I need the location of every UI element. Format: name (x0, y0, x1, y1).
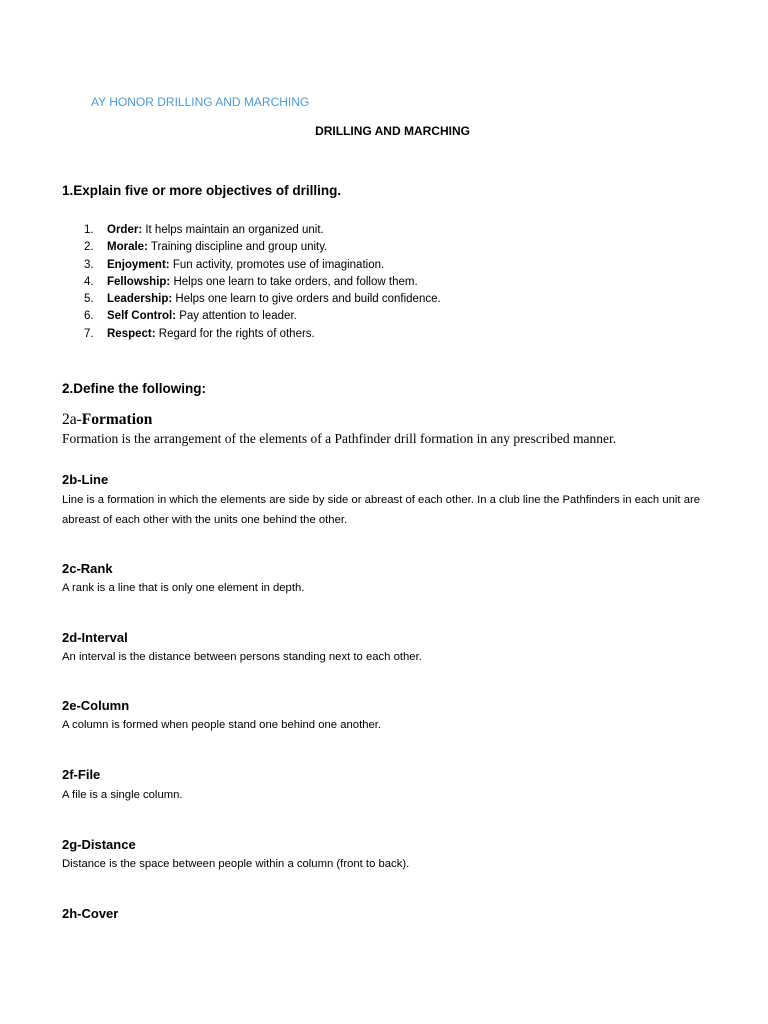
objective-term: Leadership: (107, 293, 173, 306)
term-heading-formation (62, 411, 152, 429)
list-item (84, 239, 441, 256)
document-header: AY HONOR DRILLING AND MARCHING (91, 95, 310, 109)
objective-term: Enjoyment: (107, 258, 170, 271)
term-prefix: 2a- (62, 411, 82, 428)
list-item (84, 308, 441, 325)
term-heading-line: 2b-Line (62, 472, 109, 487)
term-definition-rank: A rank is a line that is only one element in depth. (62, 582, 305, 594)
term-definition-distance: Distance is the space between people within a column (front to back). (62, 858, 410, 870)
term-heading-distance: 2g-Distance (62, 837, 136, 852)
term-heading-file: 2f-File (62, 767, 101, 782)
objectives-list (84, 222, 441, 343)
list-item (84, 291, 441, 308)
term-definition-interval: An interval is the distance between persons standing next to each other. (62, 651, 422, 663)
list-item (84, 274, 441, 291)
objective-term: Morale: (107, 241, 148, 254)
list-item (84, 222, 441, 239)
objective-term: Fellowship: (107, 275, 171, 288)
term-heading-rank: 2c-Rank (62, 561, 113, 576)
term-heading-interval: 2d-Interval (62, 630, 128, 645)
list-number: 1. (84, 224, 94, 236)
term-heading-column: 2e-Column (62, 698, 130, 713)
objective-text: Regard for the rights of others. (155, 327, 315, 340)
term-heading-cover: 2h-Cover (62, 906, 119, 921)
term-definition-column: A column is formed when people stand one behind one another. (62, 719, 382, 731)
question-1-heading: 1.Explain five or more objectives of drilling. (62, 183, 342, 198)
objective-term: Self Control: (107, 310, 176, 323)
list-number: 2. (84, 241, 94, 254)
objective-text: It helps maintain an organized unit. (142, 224, 324, 236)
objective-text: Pay attention to leader. (176, 310, 297, 323)
objective-text: Training discipline and group unity. (147, 241, 328, 254)
objective-text: Helps one learn to give orders and build confidence. (172, 293, 441, 306)
term-definition-line: Line is a formation in which the elements are side by side or abreast of each other. In a club line the Pathfinders in each unit are abreast of each other with the units one behind the other. (62, 494, 701, 526)
list-item (84, 326, 441, 343)
list-number: 7. (84, 327, 94, 340)
question-2-heading: 2.Define the following: (62, 381, 206, 396)
objective-text: Helps one learn to take orders, and follow them. (170, 275, 418, 288)
objective-term: Respect: (107, 327, 156, 340)
list-number: 6. (84, 310, 94, 323)
list-number: 4. (84, 275, 94, 288)
list-item (84, 257, 441, 274)
term-name: Formation (81, 411, 153, 428)
objective-term: Order: (107, 224, 143, 236)
term-definition-formation: Formation is the arrangement of the elements of a Pathfinder drill formation in any prescribed manner. (62, 431, 617, 446)
list-number: 5. (84, 293, 94, 306)
term-definition-file: A file is a single column. (62, 789, 183, 801)
document-title: DRILLING AND MARCHING (315, 124, 470, 138)
objective-text: Fun activity, promotes use of imagination. (169, 258, 385, 271)
list-number: 3. (84, 258, 94, 271)
